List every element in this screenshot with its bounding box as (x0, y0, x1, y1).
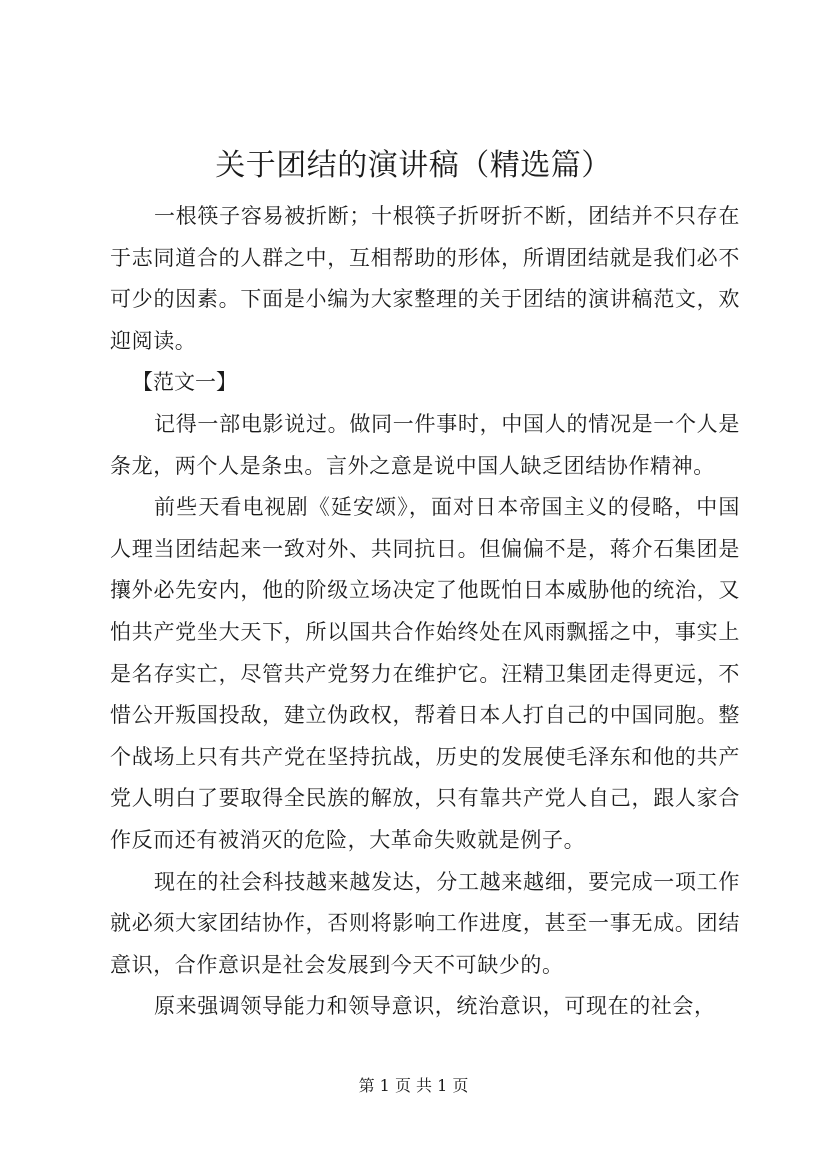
section-heading: 【范文一】 (132, 370, 237, 395)
body-paragraph-3: 现在的社会科技越来越发达，分工越来越细，要完成一项工作就必须大家团结协作，否则将影响工作进度，甚至一事无成。团结意识，合作意识是社会发展到今天不可缺少的。 (110, 869, 740, 977)
body-paragraph-4: 原来强调领导能力和领导意识，统治意识，可现在的社会， (154, 994, 716, 1019)
page-number-footer: 第 1 页 共 1 页 (358, 1076, 469, 1095)
intro-paragraph: 一根筷子容易被折断；十根筷子折呀折不断，团结并不只存在于志同道合的人群之中，互相帮助的形体，所谓团结就是我们必不可少的因素。下面是小编为大家整理的关于团结的演讲稿范文，欢迎阅读。 (110, 204, 740, 353)
body-paragraph-1: 记得一部电影说过。做同一件事时，中国人的情况是一个人是条龙，两个人是条虫。言外之意是说中国人缺乏团结协作精神。 (110, 411, 740, 478)
document-body (110, 196, 740, 1028)
page-title: 关于团结的演讲稿（精选篇） (215, 148, 612, 183)
body-paragraph-2: 前些天看电视剧《延安颂》，面对日本帝国主义的侵略，中国人理当团结起来一致对外、共同抗日。但偏偏不是，蒋介石集团是攘外必先安内，他的阶级立场决定了他既怕日本威胁他的统治，又怕共产党坐大天下，所以国共合作始终处在风雨飘摇之中，事实上是名存实亡，尽管共产党努力在维护它。汪精卫集团走得更远，不惜公开叛国投敌，建立伪政权，帮着日本人打自己的中国同胞。整个战场上只有共产党在坚持抗战，历史的发展使毛泽东和他的共产党人明白了要取得全民族的解放，只有靠共产党人自己，跟人家合作反而还有被消灭的危险，大革命失败就是例子。 (110, 495, 740, 852)
